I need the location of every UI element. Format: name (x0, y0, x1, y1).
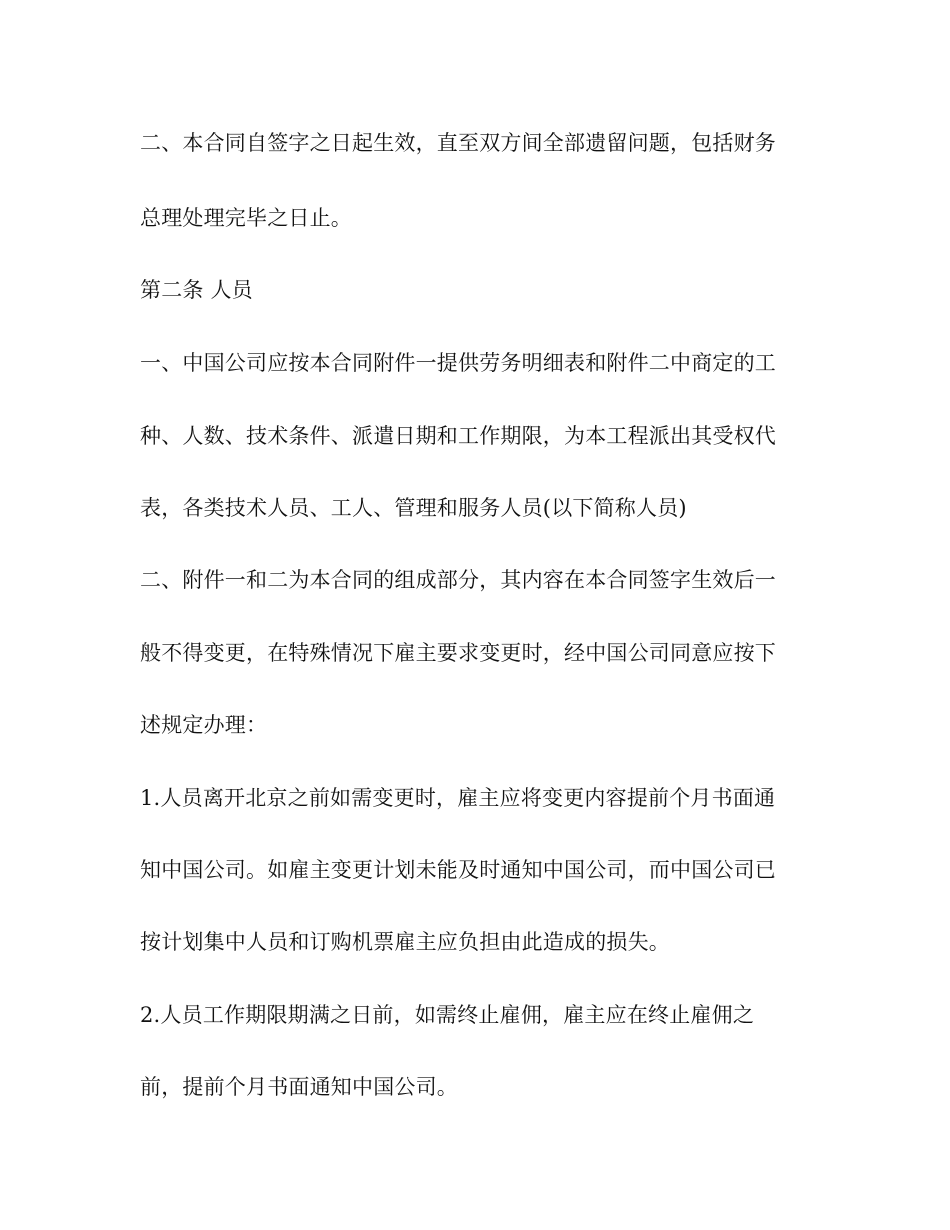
paragraph-line: 般不得变更，在特殊情况下雇主要求变更时，经中国公司同意应按下 (140, 641, 776, 665)
paragraph-line: 一、中国公司应按本合同附件一提供劳务明细表和附件二中商定的工 (140, 351, 776, 375)
paragraph-line: 二、附件一和二为本合同的组成部分，其内容在本合同签字生效后一 (140, 568, 776, 592)
paragraph-line: 2.人员工作期限期满之日前，如需终止雇佣，雇主应在终止雇佣之 (140, 1003, 755, 1027)
paragraph-line: 种、人数、技术条件、派遣日期和工作期限，为本工程派出其受权代 (140, 424, 776, 448)
paragraph-line: 知中国公司。如雇主变更计划未能及时通知中国公司，而中国公司已 (140, 858, 776, 882)
article-heading: 第二条 人员 (140, 278, 253, 302)
paragraph-line: 述规定办理： (140, 713, 268, 737)
paragraph-line: 按计划集中人员和订购机票雇主应负担由此造成的损失。 (140, 930, 670, 954)
paragraph-line: 总理处理完毕之日止。 (140, 206, 352, 230)
paragraph-line: 二、本合同自签字之日起生效，直至双方间全部遗留问题，包括财务 (140, 131, 776, 155)
paragraph-line: 前，提前个月书面通知中国公司。 (140, 1075, 458, 1099)
paragraph-line: 1.人员离开北京之前如需变更时，雇主应将变更内容提前个月书面通 (140, 786, 776, 810)
paragraph-line: 表，各类技术人员、工人、管理和服务人员(以下简称人员) (140, 496, 687, 520)
